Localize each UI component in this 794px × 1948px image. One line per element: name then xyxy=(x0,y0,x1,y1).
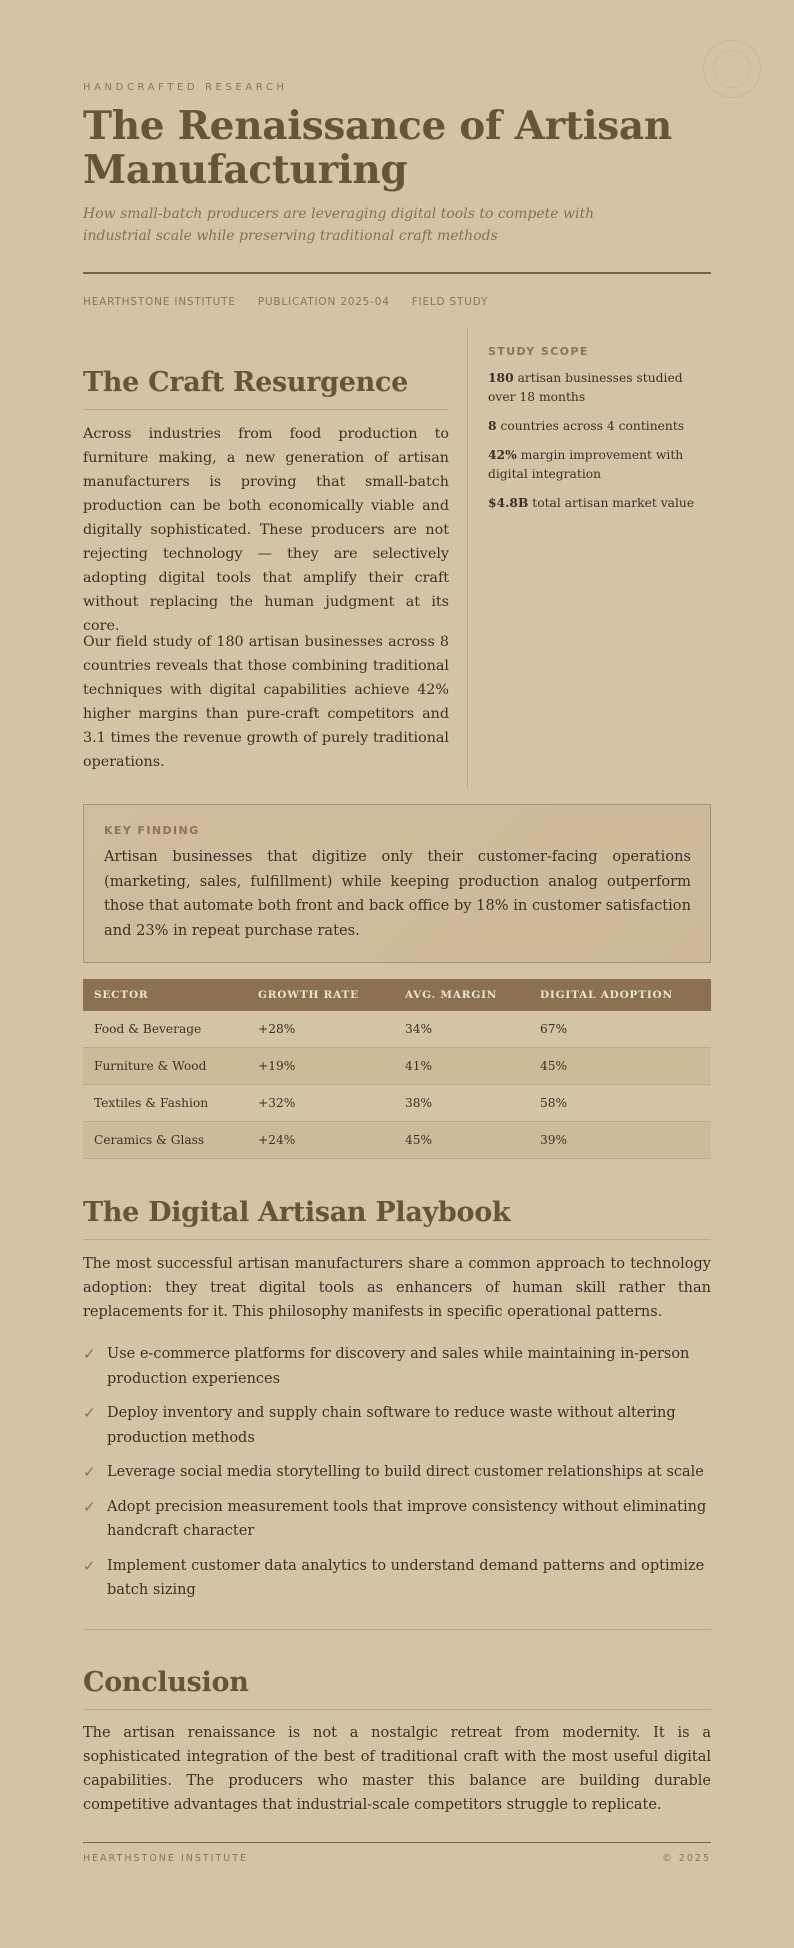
stat-value: 8 xyxy=(488,418,497,433)
table-header-row xyxy=(83,979,711,1011)
stat-value: 42% xyxy=(488,447,517,462)
table-cell: Textiles & Fashion xyxy=(83,1085,247,1122)
table-cell: 39% xyxy=(529,1122,711,1159)
section-heading-playbook: The Digital Artisan Playbook xyxy=(83,1197,511,1228)
sidebar-stat xyxy=(488,493,703,513)
section-heading-craft: The Craft Resurgence xyxy=(83,367,408,398)
table-cell: 41% xyxy=(394,1048,529,1085)
stat-text: artisan businesses studied over 18 months xyxy=(488,371,683,404)
sidebar-stat xyxy=(488,416,703,436)
section-rule xyxy=(83,1709,711,1710)
sidebar-stat xyxy=(488,368,703,407)
footer-rule xyxy=(83,1842,711,1843)
checkmark-icon: ✓ xyxy=(83,1556,96,1575)
list-item xyxy=(83,1460,711,1485)
playbook-intro: The most successful artisan manufacturers share a common approach to technology adoption: they treat digital tools as enhancers of human skill rather than replacements for it. This philosophy manifests in specific operational patterns. xyxy=(83,1256,711,1320)
column-header: SECTOR xyxy=(83,979,247,1011)
table-cell: 45% xyxy=(529,1048,711,1085)
key-finding-callout xyxy=(83,804,711,963)
list-item xyxy=(83,1495,711,1544)
table-cell: Ceramics & Glass xyxy=(83,1122,247,1159)
meta-institute: HEARTHSTONE INSTITUTE xyxy=(83,296,236,308)
list-item-text: Implement customer data analytics to understand demand patterns and optimize batch sizing xyxy=(107,1557,705,1598)
stat-text: countries across 4 continents xyxy=(496,419,685,433)
playbook-list xyxy=(83,1342,711,1613)
page-title: The Renaissance of Artisan Manufacturing xyxy=(83,103,672,193)
table-row xyxy=(83,1122,711,1159)
sector-table xyxy=(83,979,711,1159)
checkmark-icon: ✓ xyxy=(83,1497,96,1516)
page-subtitle: How small-batch producers are leveraging digital tools to compete with industrial scale while preserving traditional craft methods xyxy=(83,206,595,244)
header-rule xyxy=(83,272,711,274)
callout-text: Artisan businesses that digitize only their customer-facing operations (marketing, sales, fulfillment) while keeping production analog outperform those that automate both front and back office by 18% in customer satisfaction and 23% in repeat purchase rates. xyxy=(104,848,691,939)
footer-copyright: © 2025 xyxy=(662,1853,711,1864)
checkmark-icon: ✓ xyxy=(83,1404,96,1422)
sidebar-stat xyxy=(488,445,703,484)
table-cell: Food & Beverage xyxy=(83,1011,247,1048)
table-row xyxy=(83,1085,711,1122)
eyebrow-label: HANDCRAFTED RESEARCH xyxy=(83,82,288,93)
section-rule xyxy=(83,1239,711,1240)
meta-type: FIELD STUDY xyxy=(411,296,489,308)
checkmark-icon: ✓ xyxy=(83,1345,96,1363)
table-cell: +19% xyxy=(247,1048,394,1085)
stat-text: total artisan market value xyxy=(528,496,695,510)
table-cell: 67% xyxy=(529,1011,711,1048)
table-cell: 34% xyxy=(394,1011,529,1048)
stat-value: 180 xyxy=(488,370,514,385)
section-heading-conclusion: Conclusion xyxy=(83,1667,249,1698)
list-item-text: Adopt precision measurement tools that improve consistency without eliminating handcraft character xyxy=(107,1498,707,1539)
table-cell: +32% xyxy=(247,1085,394,1122)
list-item xyxy=(83,1342,711,1391)
list-item xyxy=(83,1401,711,1450)
list-item xyxy=(83,1554,711,1603)
stat-text: margin improvement with digital integration xyxy=(488,448,684,481)
section-rule xyxy=(83,409,449,410)
table-cell: +28% xyxy=(247,1011,394,1048)
meta-publication: PUBLICATION 2025-04 xyxy=(257,296,390,308)
section-divider xyxy=(83,1629,711,1630)
column-header: DIGITAL ADOPTION xyxy=(529,979,711,1011)
table-cell: 58% xyxy=(529,1085,711,1122)
seal-ornament xyxy=(703,40,761,98)
table-cell: +24% xyxy=(247,1122,394,1159)
body-paragraph-2: Our field study of 180 artisan businesses across 8 countries reveals that those combining traditional techniques with digital capabilities achieve 42% higher margins than pure-craft competitors and 3.1 times the revenue growth of purely traditional operations. xyxy=(83,634,449,770)
meta-line xyxy=(83,296,488,308)
stat-value: $4.8B xyxy=(488,495,529,510)
table-cell: 45% xyxy=(394,1122,529,1159)
column-header: GROWTH RATE xyxy=(247,979,394,1011)
conclusion-text: The artisan renaissance is not a nostalgic retreat from modernity. It is a sophisticated integration of the best of traditional craft with the most useful digital capabilities. The producers who master this balance are building durable competitive advantages that industrial-scale competitors struggle to replicate. xyxy=(83,1725,711,1813)
sidebar-label: STUDY SCOPE xyxy=(488,345,589,358)
body-paragraph-1: Across industries from food production to furniture making, a new generation of artisan manufacturers is proving that small-batch production can be both economically viable and digitally sophisticated. These producers are not rejecting technology — they are selectively adopting digital tools that amplify their craft without replacing the human judgment at its core. xyxy=(83,426,449,634)
table-row xyxy=(83,1048,711,1085)
list-item-text: Leverage social media storytelling to build direct customer relationships at scale xyxy=(107,1464,704,1480)
callout-label: KEY FINDING xyxy=(104,824,200,837)
checkmark-icon: ✓ xyxy=(83,1463,96,1481)
column-header: AVG. MARGIN xyxy=(394,979,529,1011)
table-row xyxy=(83,1011,711,1048)
list-item-text: Deploy inventory and supply chain software to reduce waste without altering production methods xyxy=(107,1405,676,1446)
table-cell: Furniture & Wood xyxy=(83,1048,247,1085)
list-item-text: Use e-commerce platforms for discovery and sales while maintaining in-person production experiences xyxy=(107,1346,690,1387)
footer-institute: HEARTHSTONE INSTITUTE xyxy=(83,1853,249,1864)
table-cell: 38% xyxy=(394,1085,529,1122)
column-divider xyxy=(467,328,468,788)
